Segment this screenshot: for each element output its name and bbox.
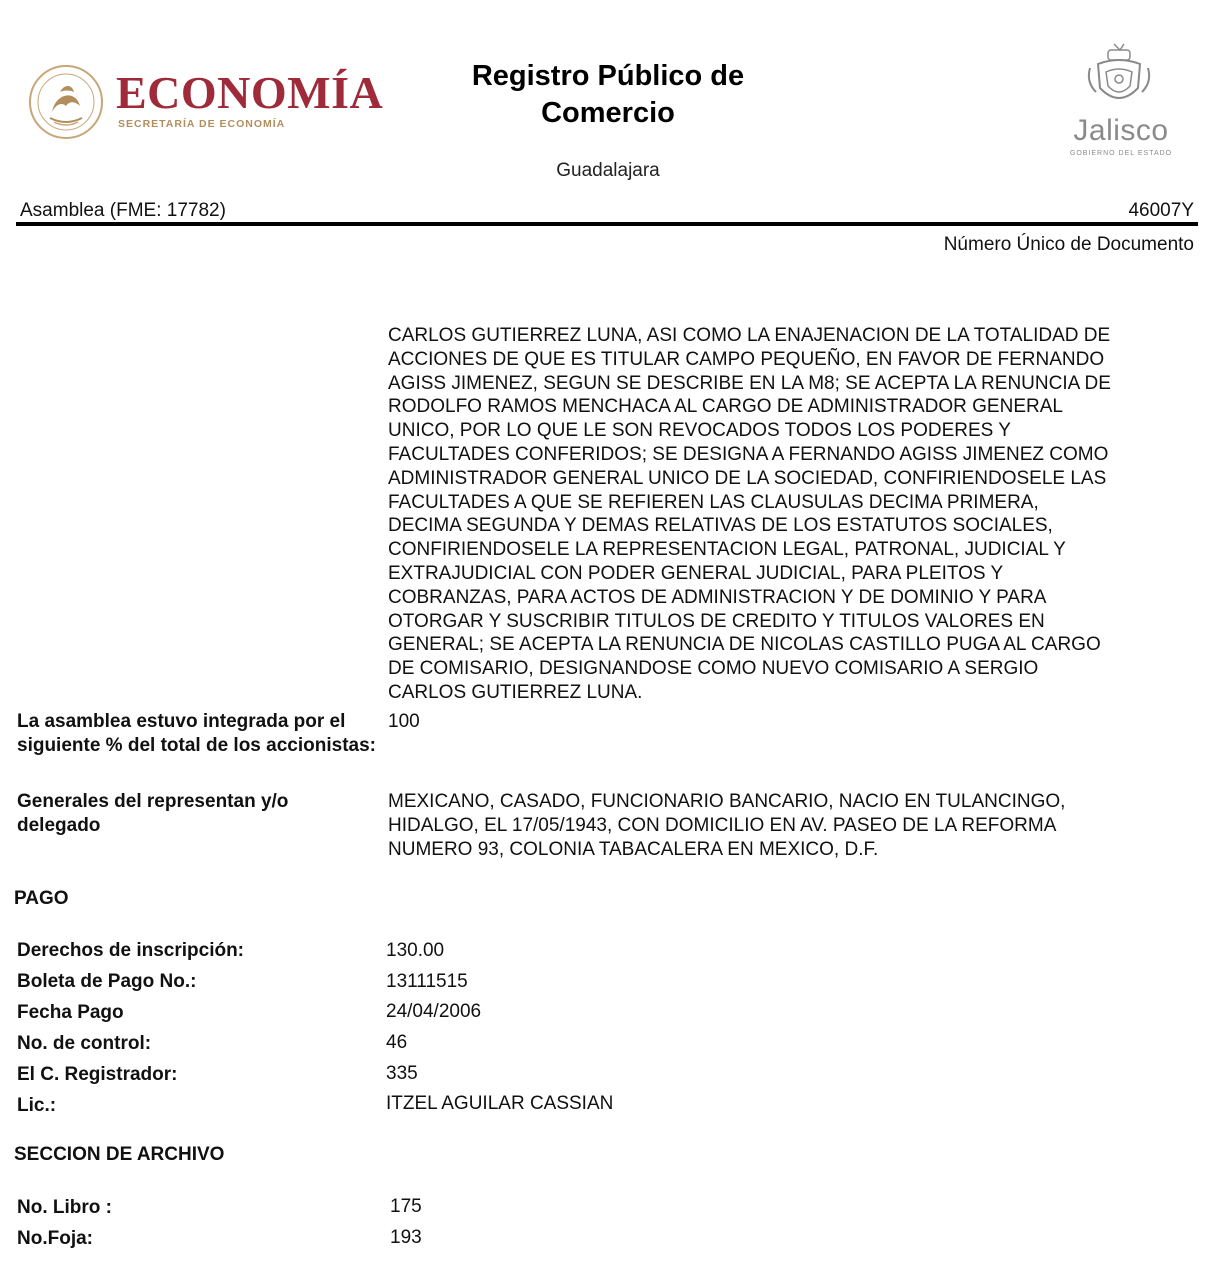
economia-wordmark: ECONOMÍA — [116, 67, 384, 118]
generales-label: Generales del representan y/o delegado — [17, 791, 289, 836]
pago-row-value: 130.00 — [386, 940, 445, 961]
asamblea-label: La asamblea estuvo integrada por el siguiente % del total de los accionistas: — [17, 711, 376, 756]
pago-row-label: No. de control: — [17, 1033, 152, 1054]
resolution-text: CARLOS GUTIERREZ LUNA, ASI COMO LA ENAJENACION DE LA TOTALIDAD DE ACCIONES DE QUE ES TITULAR CAMPO PEQUEÑO, EN FAVOR DE FERNANDO AGISS JIMENEZ, SEGUN SE DESCRIBE EN LA M8; SE ACEPTA LA RENUNCIA DE RODOLFO RAMOS MENCHACA AL CARGO DE ADMINISTRADOR GENERAL UNICO, POR LO QUE LE SON REVOCADOS TODOS LOS PODERES Y FACULTADES CONFERIDOS; SE DESIGNA A FERNANDO AGISS JIMENEZ COMO ADMINISTRADOR GENERAL UNICO DE LA SOCIEDAD, CONFIRIENDOSELE LAS FACULTADES A QUE SE REFIEREN LAS CLAUSULAS DECIMA PRIMERA, DECIMA SEGUNDA Y DEMAS RELATIVAS DE LOS ESTATUTOS SOCIALES, CONFIRIENDOSELE LA REPRESENTACION LEGAL, PATRONAL, JUDICIAL Y EXTRAJUDICIAL CON PODER GENERAL JUDICIAL, PARA PLEITOS Y COBRANZAS, PARA ACTOS DE ADMINISTRACION Y DE DOMINIO Y PARA OTORGAR Y SUSCRIBIR TITULOS DE CREDITO Y TITULOS VALORES EN GENERAL; SE ACEPTA LA RENUNCIA DE NICOLAS CASTILLO PUGA AL CARGO DE COMISARIO, DESIGNANDOSE COMO NUEVO COMISARIO A SERGIO CARLOS GUTIERREZ LUNA. — [388, 325, 1111, 703]
title-line-1: Registro Público de — [471, 60, 745, 92]
pago-row-label: Boleta de Pago No.: — [17, 971, 197, 992]
economia-subtitle: SECRETARÍA DE ECONOMÍA — [118, 118, 286, 130]
mexican-seal-icon — [26, 62, 106, 142]
asamblea-value: 100 — [388, 711, 420, 732]
pago-row-label: Lic.: — [17, 1095, 57, 1116]
pago-row-value: 335 — [386, 1063, 418, 1084]
document-code: 46007Y — [1128, 200, 1194, 221]
generales-value: MEXICANO, CASADO, FUNCIONARIO BANCARIO, NACIO EN TULANCINGO, HIDALGO, EL 17/05/1943, CON DOMICILIO EN AV. PASEO DE LA REFORMA NUMERO 93, COLONIA TABACALERA EN MEXICO, D.F. — [388, 791, 1066, 860]
economia-logo — [26, 58, 386, 144]
page-title — [400, 58, 816, 132]
archivo-row-value: 193 — [390, 1227, 422, 1248]
city-label: Guadalajara — [556, 160, 660, 181]
pago-row-value: 46 — [386, 1032, 408, 1053]
jalisco-subtitle: GOBIERNO DEL ESTADO — [1069, 150, 1173, 157]
header-divider — [16, 222, 1198, 226]
document-code-label: Número Único de Documento — [943, 234, 1194, 255]
jalisco-wordmark: Jalisco — [1073, 114, 1169, 147]
archivo-heading: SECCION DE ARCHIVO — [14, 1144, 225, 1165]
pago-row-label: Derechos de inscripción: — [17, 940, 245, 961]
document-type: Asamblea (FME: 17782) — [20, 200, 226, 221]
pago-heading: PAGO — [14, 888, 69, 909]
archivo-row-value: 175 — [390, 1196, 422, 1217]
pago-row-value: 24/04/2006 — [386, 1001, 482, 1022]
archivo-row-label: No. Libro : — [17, 1197, 112, 1218]
pago-row-label: El C. Registrador: — [17, 1064, 178, 1085]
archivo-row-label: No.Foja: — [17, 1228, 93, 1249]
pago-row-label: Fecha Pago — [17, 1002, 124, 1023]
title-line-2: Comercio — [541, 97, 675, 129]
pago-row-value: 13111515 — [386, 971, 468, 992]
pago-row-value: ITZEL AGUILAR CASSIAN — [386, 1093, 614, 1114]
jalisco-logo — [1056, 42, 1186, 162]
jalisco-shield-icon — [1084, 42, 1154, 114]
